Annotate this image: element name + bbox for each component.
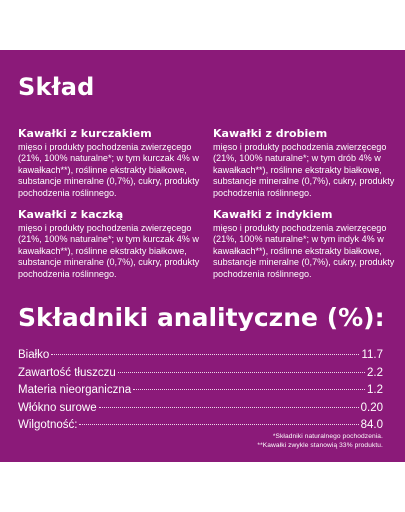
dot-leader [133, 389, 365, 390]
ingredient-description: mięso i produkty pochodzenia zwierzęcego (21%, 100% naturalne*; w tym indyk 4% w kawałkach**), roślinne ekstrakty białkowe, substancje mineralne (0,7%), cukry, produkty pochodzenia roślinnego. [213, 223, 395, 279]
dot-leader [118, 372, 365, 373]
analytical-table [18, 347, 383, 435]
analytical-row-fibre [18, 400, 383, 418]
footnote: *Składniki naturalnego pochodzenia. [272, 433, 383, 440]
ingredient-chicken [18, 127, 208, 199]
analytical-row-fat [18, 365, 383, 383]
ingredient-turkey [213, 208, 403, 280]
analytical-value: 84.0 [360, 419, 383, 431]
composition-panel [0, 50, 405, 462]
footnotes [257, 432, 383, 450]
ingredient-poultry [213, 127, 403, 199]
analytical-label: Materia nieorganiczna [18, 384, 132, 396]
analytical-value: 1.2 [367, 384, 383, 396]
dot-leader [51, 354, 359, 355]
footnote: **Kawałki zwykle stanowią 33% produktu. [257, 442, 383, 449]
ingredient-description: mięso i produkty pochodzenia zwierzęcego (21%, 100% naturalne*; w tym kurczak 4% w kawałkach**), roślinne ekstrakty białkowe, substancje mineralne (0,7%), cukry, produkty pochodzenia roślinnego. [18, 223, 200, 279]
analytical-value: 11.7 [361, 349, 383, 361]
analytical-title: Składniki analityczne (%): [18, 303, 385, 332]
dot-leader [99, 407, 359, 408]
ingredient-duck [18, 208, 208, 280]
ingredient-name: Kawałki z kaczką [18, 208, 124, 221]
ingredient-description: mięso i produkty pochodzenia zwierzęcego (21%, 100% naturalne*; w tym kurczak 4% w kawałkach**), roślinne ekstrakty białkowe, substancje mineralne (0,7%), cukry, produkty pochodzenia roślinnego. [18, 142, 200, 198]
ingredient-name: Kawałki z indykiem [213, 208, 333, 221]
section-title: Skład [18, 73, 95, 101]
analytical-label: Białko [18, 349, 50, 361]
dot-leader [79, 424, 358, 425]
analytical-value: 0.20 [360, 401, 383, 414]
analytical-row-protein [18, 347, 383, 365]
ingredient-name: Kawałki z drobiem [213, 127, 328, 140]
analytical-label: Włókno surowe [18, 401, 97, 414]
analytical-label: Zawartość tłuszczu [18, 366, 116, 379]
analytical-row-ash [18, 382, 383, 400]
analytical-value: 2.2 [367, 366, 383, 379]
ingredient-name: Kawałki z kurczakiem [18, 127, 152, 140]
ingredient-description: mięso i produkty pochodzenia zwierzęcego (21%, 100% naturalne*; w tym drób 4% w kawałkach**), roślinne ekstrakty białkowe, substancje mineralne (0,7%), cukry, produkty pochodzenia roślinnego. [213, 142, 395, 198]
analytical-label: Wilgotność: [18, 419, 78, 431]
